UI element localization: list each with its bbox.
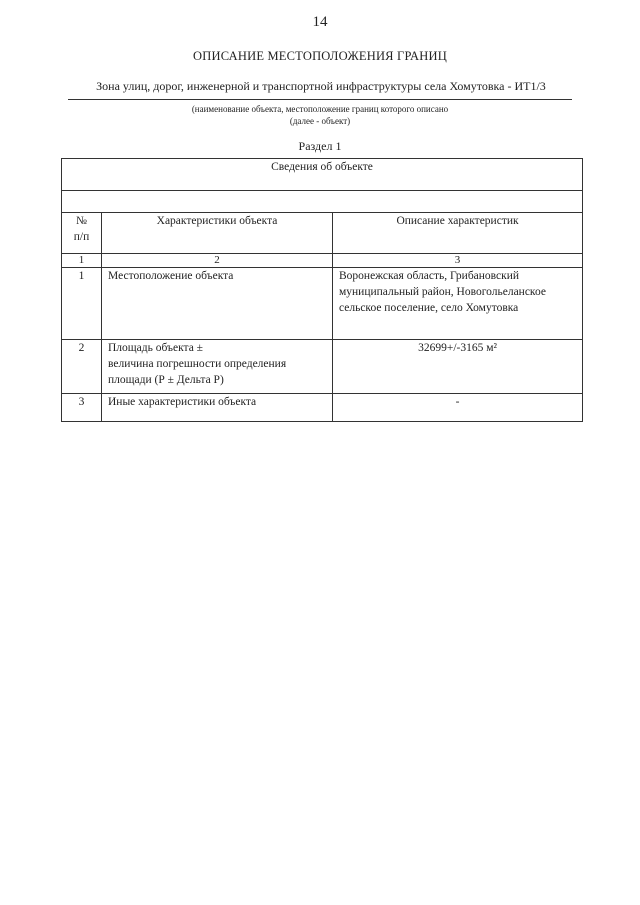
section-title: Раздел 1 — [298, 139, 342, 153]
object-caption-line-1: (наименование объекта, местоположение границ которого описано — [191, 104, 449, 114]
object-name-caption — [0, 103, 640, 127]
object-name: Зона улиц, дорог, инженерной и транспортной инфраструктуры села Хомутовка - ИТ1/3 — [96, 79, 546, 93]
value-line: сельское поселение, село Хомутовка — [339, 302, 519, 314]
document-title: ОПИСАНИЕ МЕСТОПОЛОЖЕНИЯ ГРАНИЦ — [193, 49, 447, 63]
column-number-1: 1 — [62, 254, 102, 268]
row-number: 2 — [62, 340, 102, 394]
row-number: 1 — [62, 268, 102, 340]
characteristic-line: Иные характеристики объекта — [108, 396, 257, 408]
header-number — [62, 213, 102, 254]
value-line: - — [455, 396, 460, 408]
row-value — [333, 394, 583, 422]
table-blank-row — [62, 191, 583, 213]
characteristic-line: Местоположение объекта — [108, 270, 234, 282]
column-number-3: 3 — [333, 254, 583, 268]
table-row — [62, 394, 583, 422]
value-line: муниципальный район, Новогольеланское — [339, 286, 546, 298]
row-characteristic — [102, 340, 333, 394]
row-value — [333, 340, 583, 394]
object-name-underline — [68, 99, 572, 100]
object-info-table — [61, 158, 583, 422]
characteristic-line: Площадь объекта ± — [108, 342, 203, 354]
header-number-line-1: № — [76, 215, 87, 227]
blank-cell — [62, 191, 583, 213]
table-row — [62, 268, 583, 340]
header-number-line-2: п/п — [73, 231, 90, 243]
row-value — [333, 268, 583, 340]
value-line: Воронежская область, Грибановский — [339, 270, 520, 282]
column-number-2: 2 — [102, 254, 333, 268]
table-caption: Сведения об объекте — [62, 159, 583, 191]
row-characteristic — [102, 394, 333, 422]
row-number: 3 — [62, 394, 102, 422]
header-description: Описание характеристик — [333, 213, 583, 254]
page-number: 14 — [312, 14, 328, 30]
characteristic-line: площади (Р ± Дельта Р) — [108, 374, 224, 386]
table-header-row — [62, 213, 583, 254]
characteristic-line: величина погрешности определения — [108, 358, 287, 370]
column-number-row — [62, 254, 583, 268]
table-caption-row — [62, 159, 583, 191]
header-characteristics: Характеристики объекта — [102, 213, 333, 254]
value-line: 32699+/-3165 м² — [418, 342, 497, 354]
row-characteristic — [102, 268, 333, 340]
object-caption-line-2: (далее - объект) — [289, 116, 351, 126]
table-row — [62, 340, 583, 394]
